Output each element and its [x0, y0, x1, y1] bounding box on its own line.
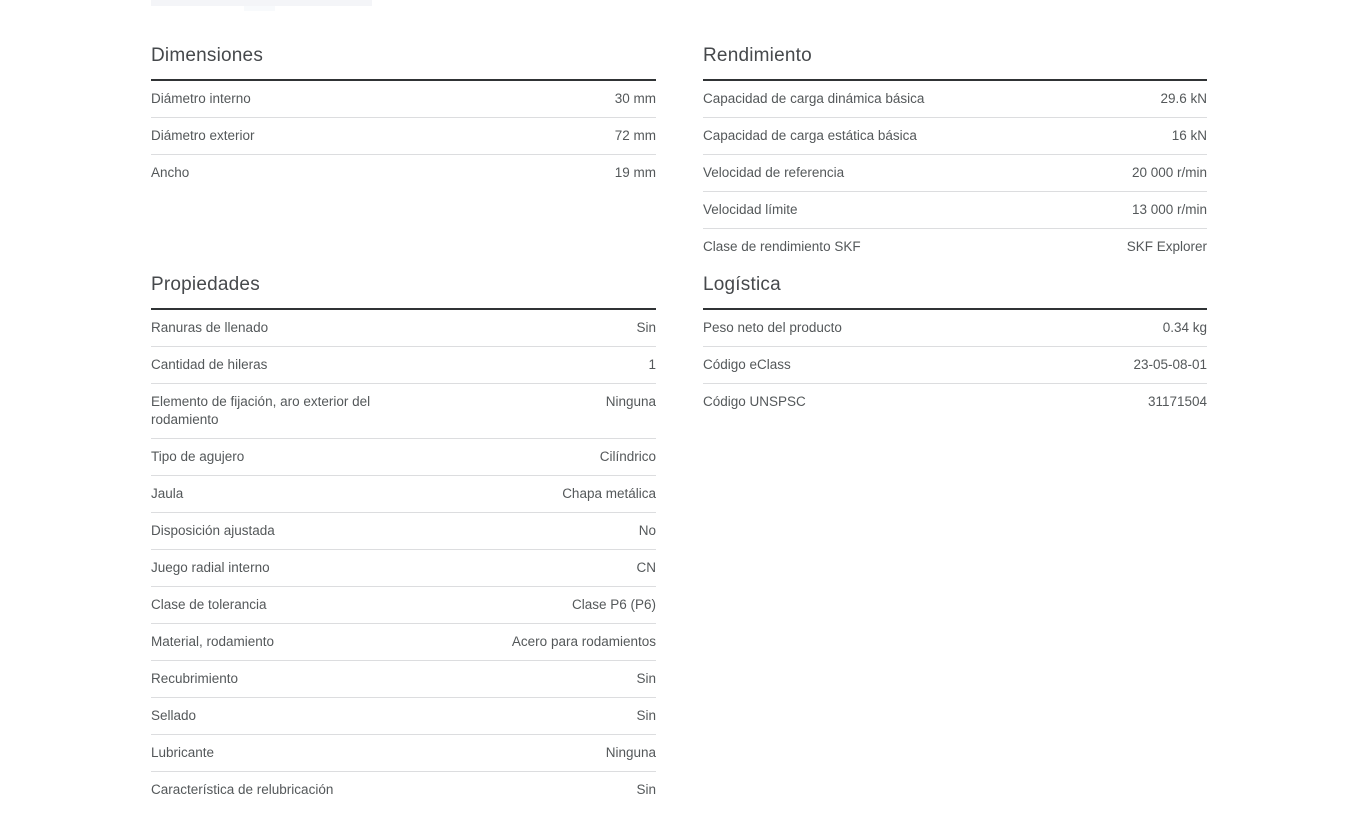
section-title: Propiedades	[151, 274, 260, 295]
spec-row	[151, 155, 656, 191]
spec-row	[703, 192, 1207, 229]
scrolled-off-element-tab	[244, 6, 275, 11]
spec-row	[703, 229, 1207, 265]
section-title: Rendimiento	[703, 45, 812, 66]
spec-value: Ninguna	[605, 745, 656, 760]
spec-row	[151, 310, 656, 347]
spec-value: Sin	[636, 782, 656, 797]
spec-label: Velocidad límite	[703, 202, 798, 217]
section-propiedades	[151, 273, 656, 808]
spec-value: No	[638, 523, 656, 538]
section-title: Dimensiones	[151, 45, 264, 66]
spec-value: Chapa metálica	[562, 486, 656, 501]
spec-table	[703, 308, 1207, 420]
spec-label: Juego radial interno	[151, 560, 270, 575]
spec-row	[151, 772, 656, 808]
spec-row	[703, 81, 1207, 118]
spec-value: 1	[648, 357, 656, 372]
spec-row	[703, 384, 1207, 420]
spec-value: 72 mm	[614, 128, 656, 143]
section-title: Logística	[703, 274, 781, 295]
spec-value: Ninguna	[605, 394, 656, 409]
spec-label: Sellado	[151, 708, 197, 723]
spec-value: 30 mm	[614, 91, 656, 106]
spec-label: Tipo de agujero	[151, 449, 245, 464]
spec-label: Velocidad de referencia	[703, 165, 845, 180]
spec-value: Cilíndrico	[599, 449, 656, 464]
spec-label: Ancho	[151, 165, 190, 180]
spec-value: 0.34 kg	[1162, 320, 1207, 335]
spec-table	[151, 308, 656, 808]
spec-sections-grid	[151, 44, 1207, 808]
spec-value: 16 kN	[1171, 128, 1207, 143]
spec-row	[151, 513, 656, 550]
spec-label: Jaula	[151, 486, 184, 501]
spec-value: Sin	[636, 671, 656, 686]
spec-label: Código eClass	[703, 357, 791, 372]
spec-value: Acero para rodamientos	[511, 634, 656, 649]
spec-label: Capacidad de carga dinámica básica	[703, 91, 925, 106]
section-logistica	[703, 273, 1207, 420]
spec-label: Clase de rendimiento SKF	[703, 239, 861, 254]
spec-label: Peso neto del producto	[703, 320, 842, 335]
spec-row	[151, 384, 656, 439]
spec-row	[703, 347, 1207, 384]
spec-label: Código UNSPSC	[703, 394, 806, 409]
spec-label: Elemento de fijación, aro exterior del rodamiento	[151, 394, 371, 427]
spec-table	[703, 79, 1207, 265]
spec-row	[151, 698, 656, 735]
spec-label: Característica de relubricación	[151, 782, 334, 797]
scrolled-off-element-remnant	[151, 0, 372, 6]
spec-value: 19 mm	[614, 165, 656, 180]
section-rendimiento	[703, 44, 1207, 265]
spec-row	[151, 81, 656, 118]
spec-row	[151, 476, 656, 513]
spec-label: Lubricante	[151, 745, 215, 760]
spec-row	[703, 118, 1207, 155]
spec-label: Material, rodamiento	[151, 634, 275, 649]
spec-label: Disposición ajustada	[151, 523, 275, 538]
spec-row	[151, 118, 656, 155]
spec-row	[151, 735, 656, 772]
spec-value: 29.6 kN	[1160, 91, 1207, 106]
spec-value: CN	[636, 560, 656, 575]
spec-row	[151, 624, 656, 661]
spec-label: Cantidad de hileras	[151, 357, 268, 372]
spec-value: Sin	[636, 320, 656, 335]
spec-label: Diámetro exterior	[151, 128, 255, 143]
spec-table	[151, 79, 656, 191]
spec-row	[151, 347, 656, 384]
spec-row	[151, 439, 656, 476]
spec-value: 23-05-08-01	[1133, 357, 1207, 372]
spec-row	[703, 155, 1207, 192]
spec-value: Clase P6 (P6)	[571, 597, 656, 612]
spec-value: SKF Explorer	[1126, 239, 1207, 254]
spec-label: Ranuras de llenado	[151, 320, 269, 335]
spec-row	[703, 310, 1207, 347]
spec-label: Clase de tolerancia	[151, 597, 267, 612]
spec-value: 20 000 r/min	[1131, 165, 1207, 180]
spec-row	[151, 550, 656, 587]
spec-label: Recubrimiento	[151, 671, 239, 686]
spec-row	[151, 587, 656, 624]
spec-row	[151, 661, 656, 698]
spec-value: 13 000 r/min	[1131, 202, 1207, 217]
spec-value: Sin	[636, 708, 656, 723]
section-dimensiones	[151, 44, 656, 191]
spec-label: Capacidad de carga estática básica	[703, 128, 917, 143]
spec-value: 31171504	[1147, 394, 1207, 409]
spec-label: Diámetro interno	[151, 91, 251, 106]
